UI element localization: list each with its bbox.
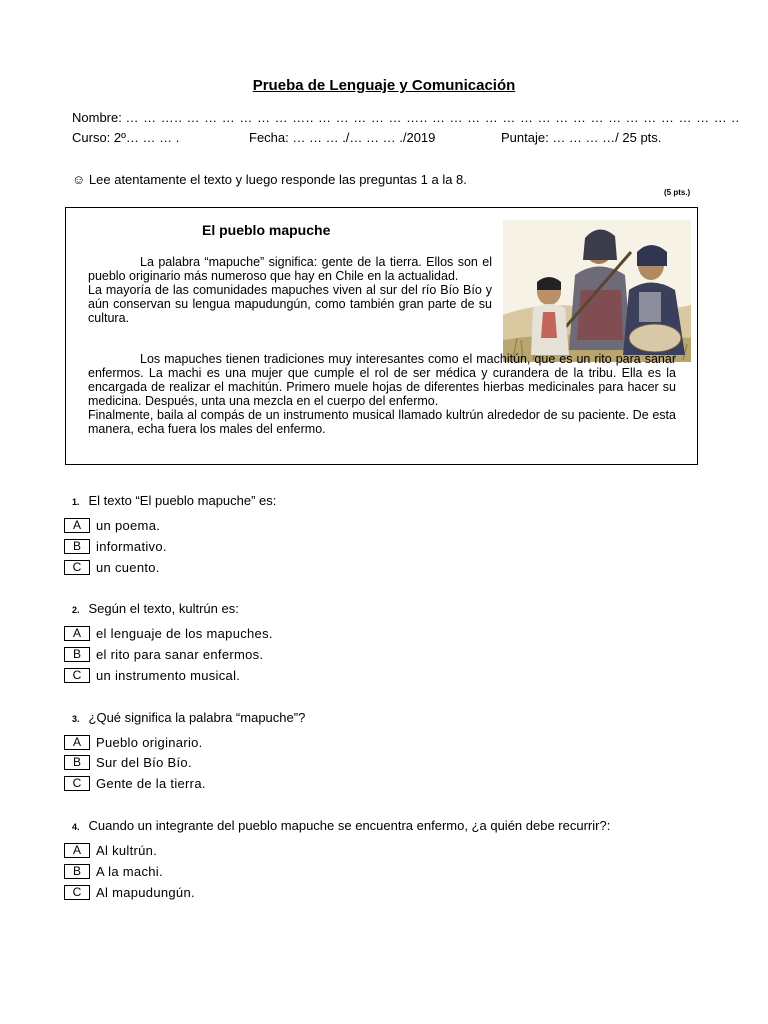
option-box[interactable]: C [64,776,90,791]
instructions-text: Lee atentamente el texto y luego responde las preguntas 1 a la 8. [88,172,467,187]
option-box[interactable]: A [64,518,90,533]
option-box[interactable]: B [64,864,90,879]
option-box[interactable]: C [64,668,90,683]
nombre-label: Nombre: [72,110,122,125]
option-box[interactable]: A [64,843,90,858]
option-text: Al kultrún. [96,843,158,859]
question-text: Cuando un integrante del pueblo mapuche se encuentra enfermo, ¿a quién debe recurrir?: [88,818,611,833]
q3-option-c[interactable] [64,775,206,790]
option-box[interactable]: C [64,885,90,900]
reading-paragraph-2 [88,352,676,436]
nombre-blank[interactable]: … … ….. … … … … … … ….. … … … … … ….. … … … … … … … … … … … … … … … … … .. [125,110,740,125]
option-box[interactable]: B [64,647,90,662]
q4-option-c[interactable] [64,884,195,899]
q3-option-b[interactable] [64,754,192,769]
option-box[interactable]: B [64,755,90,770]
puntaje-field[interactable]: Puntaje: … … … …/ 25 pts. [501,130,662,145]
question-number: 2. [72,605,80,615]
reading-paragraph-1 [88,255,492,325]
points-label: (5 pts.) [664,188,691,197]
question-3 [72,710,305,725]
option-box[interactable]: A [64,735,90,750]
option-text: el rito para sanar enfermos. [96,647,264,663]
question-text: Según el texto, kultrún es: [88,601,239,616]
q4-option-a[interactable] [64,842,157,857]
paragraph-1-text: La palabra “mapuche” significa: gente de la tierra. Ellos son el pueblo originario más numeroso que hay en Chile en la actualidad. [88,255,492,283]
option-box[interactable]: A [64,626,90,641]
paragraph-2-text: Los mapuches tienen tradiciones muy interesantes como el machitún, que es un rito para sanar enfermos. La machi es una mujer que cumple el rol de ser médica y curandera de la tribu. Ella es la encargada de realizar el machitún. Primero muele hojas de diferentes hierbas medicinales para hacer su medicina. Después, unta una mezcla en el cuerpo del enfermo. [88,352,676,408]
fecha-field[interactable]: Fecha: … … … ./… … … ./2019 [249,130,436,145]
question-number: 3. [72,714,80,724]
option-text: Al mapudungún. [96,885,195,901]
instructions [72,172,467,187]
reading-box [65,207,698,465]
page-title: Prueba de Lenguaje y Comunicación [252,77,516,94]
option-text: el lenguaje de los mapuches. [96,626,273,642]
option-box[interactable]: B [64,539,90,554]
q2-option-a[interactable] [64,625,273,640]
q1-option-b[interactable] [64,538,167,553]
paragraph-2b-text: Finalmente, baila al compás de un instrumento musical llamado kultrún alrededor de su paciente. De esta manera, echa fuera los males del enfermo. [88,408,676,436]
option-text: un instrumento musical. [96,668,241,684]
question-4 [72,818,610,833]
q1-option-c[interactable] [64,559,160,574]
option-text: Pueblo originario. [96,735,203,751]
option-text: Gente de la tierra. [96,776,206,792]
question-1 [72,493,276,508]
q1-option-a[interactable] [64,517,160,532]
question-number: 4. [72,822,80,832]
q3-option-a[interactable] [64,734,203,749]
option-box[interactable]: C [64,560,90,575]
option-text: informativo. [96,539,167,555]
q2-option-c[interactable] [64,667,240,682]
q2-option-b[interactable] [64,646,263,661]
question-text: El texto “El pueblo mapuche” es: [88,493,277,508]
option-text: un poema. [96,518,161,534]
reading-title: El pueblo mapuche [202,222,331,238]
option-text: un cuento. [96,560,160,576]
option-text: Sur del Bío Bío. [96,755,192,771]
q4-option-b[interactable] [64,863,163,878]
mapuche-family-illustration [503,220,691,362]
curso-field[interactable]: Curso: 2º… … … . [72,130,180,145]
question-2 [72,601,239,616]
question-number: 1. [72,497,80,507]
smiley-icon: ☺ [72,172,86,187]
nombre-line [72,110,740,125]
option-text: A la machi. [96,864,163,880]
paragraph-1b-text: La mayoría de las comunidades mapuches viven al sur del río Bío Bío y aún conservan su lengua mapudungún, como también gran parte de su cultura. [88,283,492,325]
question-text: ¿Qué significa la palabra “mapuche”? [88,710,306,725]
